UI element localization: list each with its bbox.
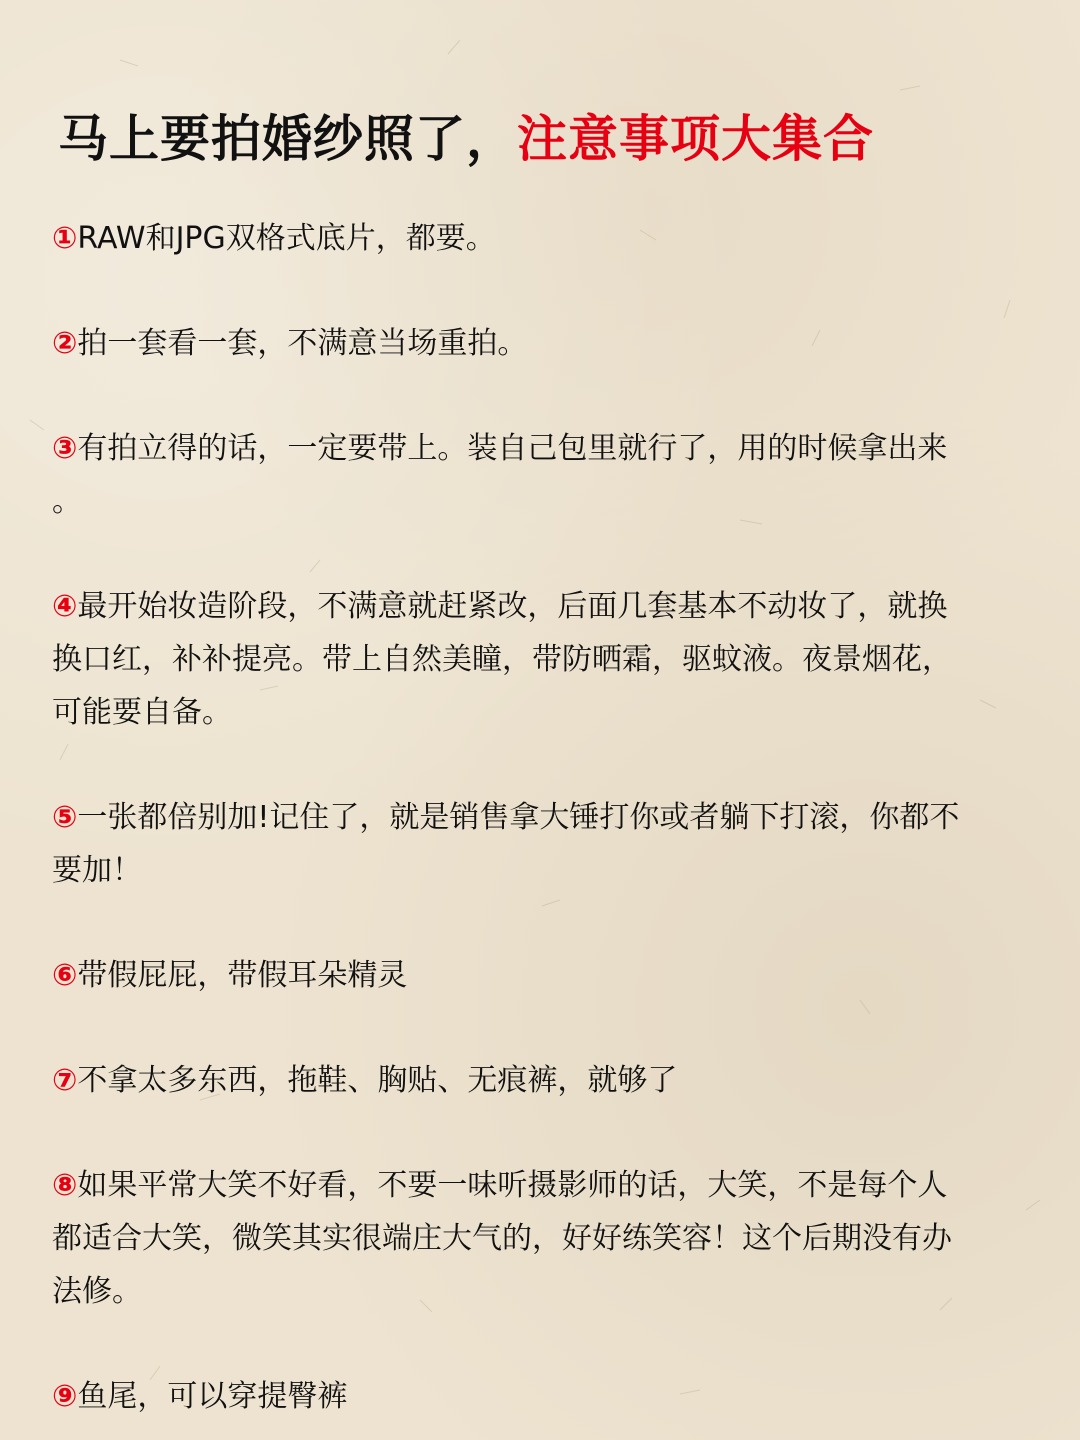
tip-text: 如果平常大笑不好看，不要一味听摄影师的话，大笑，不是每个人 都适合大笑，微笑其实很端庄大气的，好好练笑容！这个后期没有办 法修。 xyxy=(52,1168,952,1309)
tip-number: ⑤ xyxy=(52,800,78,835)
tip-text: 不拿太多东西，拖鞋、胸贴、无痕裤，就够了 xyxy=(77,1063,678,1098)
page-title xyxy=(58,104,874,174)
tip-text: 鱼尾，可以穿提臀裤 xyxy=(77,1379,348,1414)
tip-text: 有拍立得的话，一定要带上。装自己包里就行了，用的时候拿出来 。 xyxy=(52,431,948,519)
title-part-red: 注意事项大集合 xyxy=(517,110,874,168)
tip-1 xyxy=(52,212,1002,265)
tip-4 xyxy=(52,580,1002,739)
tip-number: ② xyxy=(52,326,78,361)
tip-number: ⑨ xyxy=(52,1379,78,1414)
tips-list xyxy=(52,212,1002,1423)
tip-text: 一张都倍别加!记住了，就是销售拿大锤打你或者躺下打滚，你都不 要加！ xyxy=(52,800,960,888)
title-part-black: 马上要拍婚纱照了， xyxy=(58,110,517,168)
tip-number: ⑥ xyxy=(52,958,78,993)
tip-6 xyxy=(52,949,1002,1002)
tip-text: RAW和JPG双格式底片，都要。 xyxy=(77,221,496,256)
tip-2 xyxy=(52,317,1002,370)
tip-text: 带假屁屁，带假耳朵精灵 xyxy=(77,958,408,993)
tip-9 xyxy=(52,1370,1002,1423)
tip-number: ① xyxy=(52,221,78,256)
tip-number: ④ xyxy=(52,589,78,624)
tip-number: ③ xyxy=(52,431,78,466)
tip-number: ⑧ xyxy=(52,1168,78,1203)
tip-text: 拍一套看一套，不满意当场重拍。 xyxy=(77,326,528,361)
tip-text: 最开始妆造阶段，不满意就赶紧改，后面几套基本不动妆了，就换 换口红，补补提亮。带上自然美瞳，带防晒霜，驱蚊液。夜景烟花， 可能要自备。 xyxy=(52,589,952,730)
tip-3 xyxy=(52,422,1002,528)
tip-8 xyxy=(52,1159,1002,1318)
tip-7 xyxy=(52,1054,1002,1107)
tip-number: ⑦ xyxy=(52,1063,78,1098)
tip-5 xyxy=(52,791,1002,897)
